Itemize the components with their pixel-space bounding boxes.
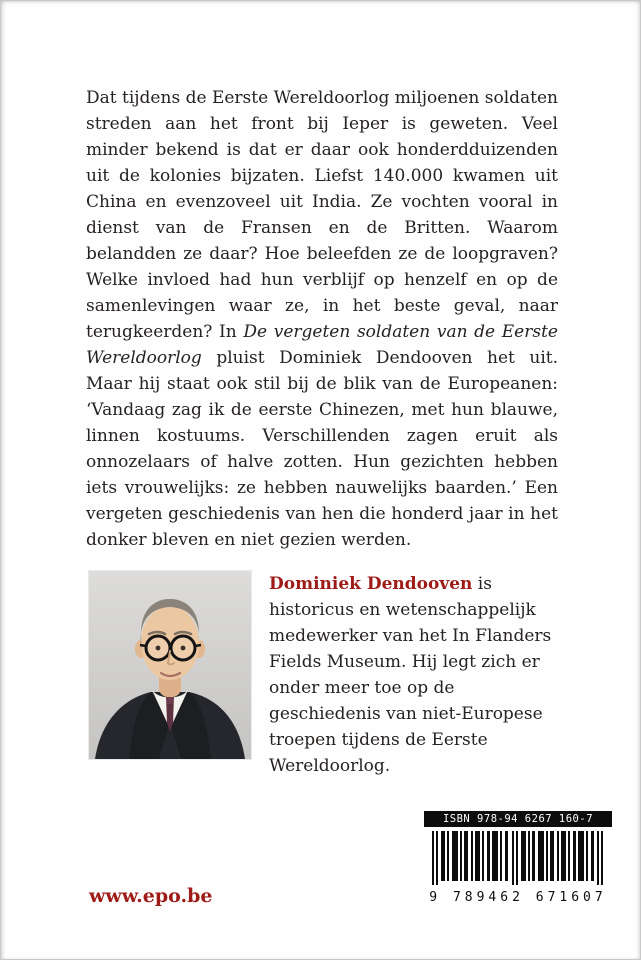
barcode-number: 9 789462 671607 <box>429 890 607 905</box>
publisher-url: www.epo.be <box>89 885 213 907</box>
author-name: Dominiek Dendooven <box>269 574 473 594</box>
author-portrait-illustration <box>89 571 251 759</box>
author-bio <box>269 571 561 779</box>
author-photo <box>89 571 251 759</box>
blurb-text-after-title: pluist Dominiek Dendooven het uit. Maar hij staat ook stil bij de blik van de Europeanen: ‘Vandaag zag ik de eerste Chinezen, met hun blauwe, linnen kostuums. Verschillenden zagen eruit als onnozelaars of halve zotten. Hun gezichten hebben iets vrouwelijks: ze hebben nauwelijks baarden.’ Een vergeten geschiedenis van hen die honderd jaar in het donker bleven en niet gezien werden. <box>86 348 558 550</box>
book-title-italic: De vergeten soldaten van de Eerste Wereldoorlog <box>86 322 558 368</box>
barcode <box>424 827 612 889</box>
blurb-text-before-title: Dat tijdens de Eerste Wereldoorlog miljoenen soldaten streden aan het front bij Ieper is geweten. Veel minder bekend is dat er daar ook honderdduizenden uit de kolonies bijzaten. Liefst 140.000 kwamen uit China en evenzoveel uit India. Ze vochten vooral in dienst van de Fransen en de Britten. Waarom belandden ze daar? Hoe beleefden ze de loopgraven? Welke invloed had hun verblijf op henzelf en op de samenlevingen waar ze, in het beste geval, naar terugkeerden? In <box>86 88 558 342</box>
blurb-paragraph <box>86 85 558 553</box>
author-bio-text: is historicus en wetenschappelijk medewerker van het In Flanders Fields Museum. Hij legt zich er onder meer toe op de geschiedenis van niet-Europese troepen tijdens de Eerste Wereldoorlog. <box>269 574 552 776</box>
barcode-block <box>424 811 612 906</box>
isbn-label: ISBN 978-94 6267 160-7 <box>424 811 612 827</box>
